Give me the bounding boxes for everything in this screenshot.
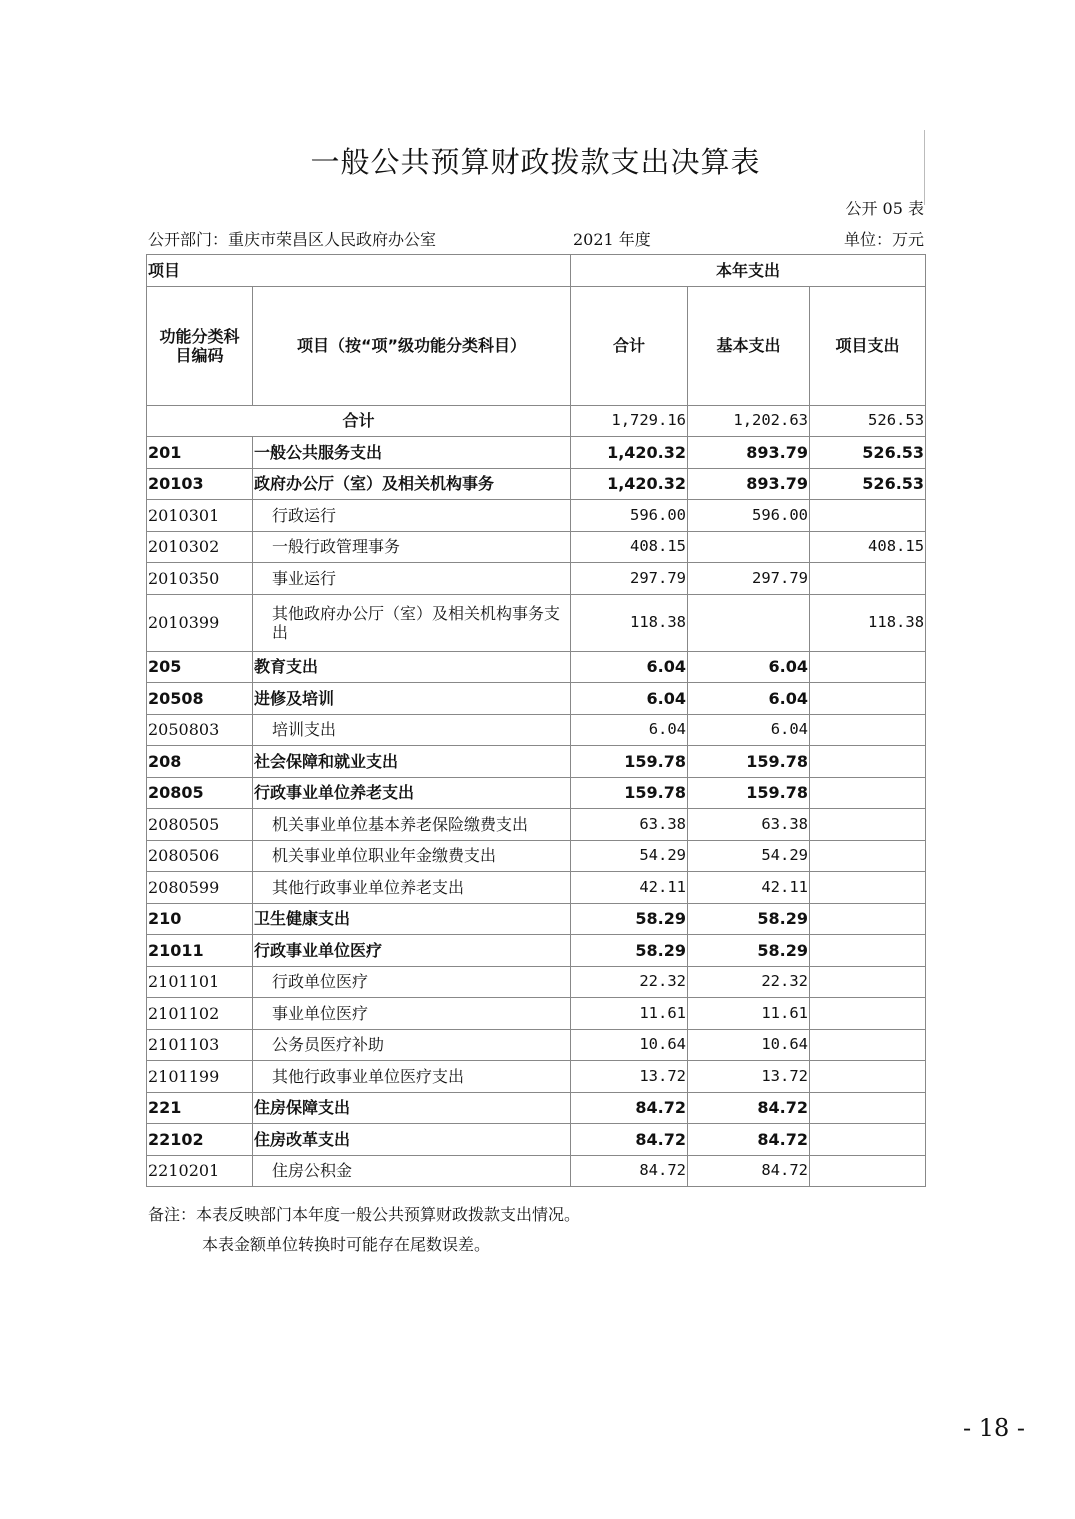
row-basic: 6.04 (688, 683, 810, 715)
row-project (810, 777, 926, 809)
total-row-label: 合计 (147, 405, 571, 437)
table-row (147, 1155, 926, 1187)
row-name: 培训支出 (253, 714, 571, 746)
row-total: 63.38 (571, 809, 688, 841)
row-basic: 596.00 (688, 500, 810, 532)
note-line-2: 本表金额单位转换时可能存在尾数误差。 (202, 1235, 491, 1254)
table-row (147, 777, 926, 809)
row-basic: 297.79 (688, 563, 810, 595)
row-total: 408.15 (571, 531, 688, 563)
row-code: 2010350 (147, 563, 253, 595)
row-project: 408.15 (810, 531, 926, 563)
row-total: 1,420.32 (571, 437, 688, 469)
total-row-project: 526.53 (810, 405, 926, 437)
table-row (147, 966, 926, 998)
row-basic: 22.32 (688, 966, 810, 998)
row-total: 58.29 (571, 935, 688, 967)
row-total: 84.72 (571, 1155, 688, 1187)
row-total: 596.00 (571, 500, 688, 532)
header-code: 功能分类科目编码 (147, 286, 253, 405)
row-project (810, 998, 926, 1030)
row-code: 2010399 (147, 594, 253, 651)
row-code: 21011 (147, 935, 253, 967)
row-code: 205 (147, 651, 253, 683)
table-row (147, 714, 926, 746)
row-total: 6.04 (571, 683, 688, 715)
table-row (147, 872, 926, 904)
row-code: 210 (147, 903, 253, 935)
row-project (810, 683, 926, 715)
row-total: 159.78 (571, 746, 688, 778)
table-row (147, 531, 926, 563)
row-total: 1,420.32 (571, 468, 688, 500)
row-code: 201 (147, 437, 253, 469)
row-total: 84.72 (571, 1092, 688, 1124)
row-name: 其他政府办公厅（室）及相关机构事务支出 (253, 594, 571, 651)
table-row (147, 998, 926, 1030)
table-row (147, 809, 926, 841)
table-row (147, 500, 926, 532)
row-code: 2080599 (147, 872, 253, 904)
row-name: 住房保障支出 (253, 1092, 571, 1124)
row-project (810, 651, 926, 683)
row-name: 进修及培训 (253, 683, 571, 715)
table-row (147, 651, 926, 683)
row-total: 58.29 (571, 903, 688, 935)
row-code: 20805 (147, 777, 253, 809)
row-project (810, 714, 926, 746)
row-total: 11.61 (571, 998, 688, 1030)
row-basic: 42.11 (688, 872, 810, 904)
row-project (810, 746, 926, 778)
row-basic: 13.72 (688, 1061, 810, 1093)
row-name: 事业单位医疗 (253, 998, 571, 1030)
row-total: 42.11 (571, 872, 688, 904)
row-name: 其他行政事业单位医疗支出 (253, 1061, 571, 1093)
row-code: 221 (147, 1092, 253, 1124)
row-code: 22102 (147, 1124, 253, 1156)
row-name: 机关事业单位基本养老保险缴费支出 (253, 809, 571, 841)
table-row (147, 1061, 926, 1093)
row-project (810, 966, 926, 998)
row-basic: 84.72 (688, 1124, 810, 1156)
row-basic (688, 531, 810, 563)
row-name: 住房公积金 (253, 1155, 571, 1187)
header-name: 项目（按“项”级功能分类科目） (253, 286, 571, 405)
unit-label: 单位：万元 (843, 230, 924, 249)
expenditure-table (146, 254, 926, 1187)
row-project (810, 500, 926, 532)
row-basic: 84.72 (688, 1155, 810, 1187)
row-basic: 10.64 (688, 1029, 810, 1061)
table-row (147, 840, 926, 872)
row-project: 526.53 (810, 437, 926, 469)
row-basic: 6.04 (688, 651, 810, 683)
row-code: 2101199 (147, 1061, 253, 1093)
row-project (810, 840, 926, 872)
table-row (147, 594, 926, 651)
row-basic: 159.78 (688, 746, 810, 778)
note-line-1: 备注：本表反映部门本年度一般公共预算财政拨款支出情况。 (148, 1205, 581, 1224)
row-total: 159.78 (571, 777, 688, 809)
table-number: 公开 05 表 (845, 199, 924, 218)
row-project (810, 1092, 926, 1124)
row-project (810, 1155, 926, 1187)
table-row (147, 903, 926, 935)
header-basic: 基本支出 (688, 286, 810, 405)
row-project (810, 1029, 926, 1061)
row-project (810, 1061, 926, 1093)
table-row (147, 563, 926, 595)
row-project (810, 563, 926, 595)
row-total: 13.72 (571, 1061, 688, 1093)
row-name: 卫生健康支出 (253, 903, 571, 935)
row-name: 政府办公厅（室）及相关机构事务 (253, 468, 571, 500)
row-total: 10.64 (571, 1029, 688, 1061)
row-project (810, 935, 926, 967)
row-name: 其他行政事业单位养老支出 (253, 872, 571, 904)
row-name: 行政事业单位养老支出 (253, 777, 571, 809)
row-total: 6.04 (571, 714, 688, 746)
page-title: 一般公共预算财政拨款支出决算表 (310, 145, 761, 179)
row-code: 2210201 (147, 1155, 253, 1187)
header-project: 项目支出 (810, 286, 926, 405)
row-total: 22.32 (571, 966, 688, 998)
table-row (147, 1124, 926, 1156)
row-total: 118.38 (571, 594, 688, 651)
row-project (810, 872, 926, 904)
total-row-total: 1,729.16 (571, 405, 688, 437)
row-name: 行政单位医疗 (253, 966, 571, 998)
row-basic: 84.72 (688, 1092, 810, 1124)
fiscal-year: 2021 年度 (573, 230, 651, 249)
row-code: 208 (147, 746, 253, 778)
row-total: 84.72 (571, 1124, 688, 1156)
row-basic: 11.61 (688, 998, 810, 1030)
meta-line (148, 227, 924, 251)
row-project: 118.38 (810, 594, 926, 651)
row-total: 297.79 (571, 563, 688, 595)
row-total: 54.29 (571, 840, 688, 872)
notes (148, 1200, 580, 1260)
table-row (147, 437, 926, 469)
row-basic: 893.79 (688, 468, 810, 500)
row-project (810, 903, 926, 935)
row-basic: 58.29 (688, 903, 810, 935)
row-basic: 54.29 (688, 840, 810, 872)
row-code: 2010302 (147, 531, 253, 563)
row-name: 行政事业单位医疗 (253, 935, 571, 967)
table-row (147, 1029, 926, 1061)
row-name: 机关事业单位职业年金缴费支出 (253, 840, 571, 872)
header-item: 项目 (147, 255, 571, 287)
table-row (147, 683, 926, 715)
row-basic: 159.78 (688, 777, 810, 809)
row-name: 住房改革支出 (253, 1124, 571, 1156)
row-basic: 6.04 (688, 714, 810, 746)
row-project (810, 809, 926, 841)
table-row (147, 1092, 926, 1124)
row-basic: 893.79 (688, 437, 810, 469)
row-code: 2050803 (147, 714, 253, 746)
table-row (147, 935, 926, 967)
row-basic (688, 594, 810, 651)
row-name: 一般行政管理事务 (253, 531, 571, 563)
row-name: 公务员医疗补助 (253, 1029, 571, 1061)
row-total: 6.04 (571, 651, 688, 683)
row-name: 行政运行 (253, 500, 571, 532)
row-code: 20508 (147, 683, 253, 715)
header-this-year: 本年支出 (571, 255, 926, 287)
row-code: 2101101 (147, 966, 253, 998)
page-number: - 18 - (962, 1414, 1025, 1442)
table-row (147, 746, 926, 778)
row-basic: 58.29 (688, 935, 810, 967)
row-name: 一般公共服务支出 (253, 437, 571, 469)
row-code: 20103 (147, 468, 253, 500)
row-code: 2010301 (147, 500, 253, 532)
row-code: 2101103 (147, 1029, 253, 1061)
row-name: 教育支出 (253, 651, 571, 683)
department-label: 公开部门：重庆市荣昌区人民政府办公室 (148, 230, 437, 249)
table-row (147, 468, 926, 500)
row-name: 社会保障和就业支出 (253, 746, 571, 778)
row-basic: 63.38 (688, 809, 810, 841)
header-total: 合计 (571, 286, 688, 405)
row-code: 2101102 (147, 998, 253, 1030)
row-code: 2080505 (147, 809, 253, 841)
total-row-basic: 1,202.63 (688, 405, 810, 437)
row-project: 526.53 (810, 468, 926, 500)
row-project (810, 1124, 926, 1156)
row-code: 2080506 (147, 840, 253, 872)
row-name: 事业运行 (253, 563, 571, 595)
